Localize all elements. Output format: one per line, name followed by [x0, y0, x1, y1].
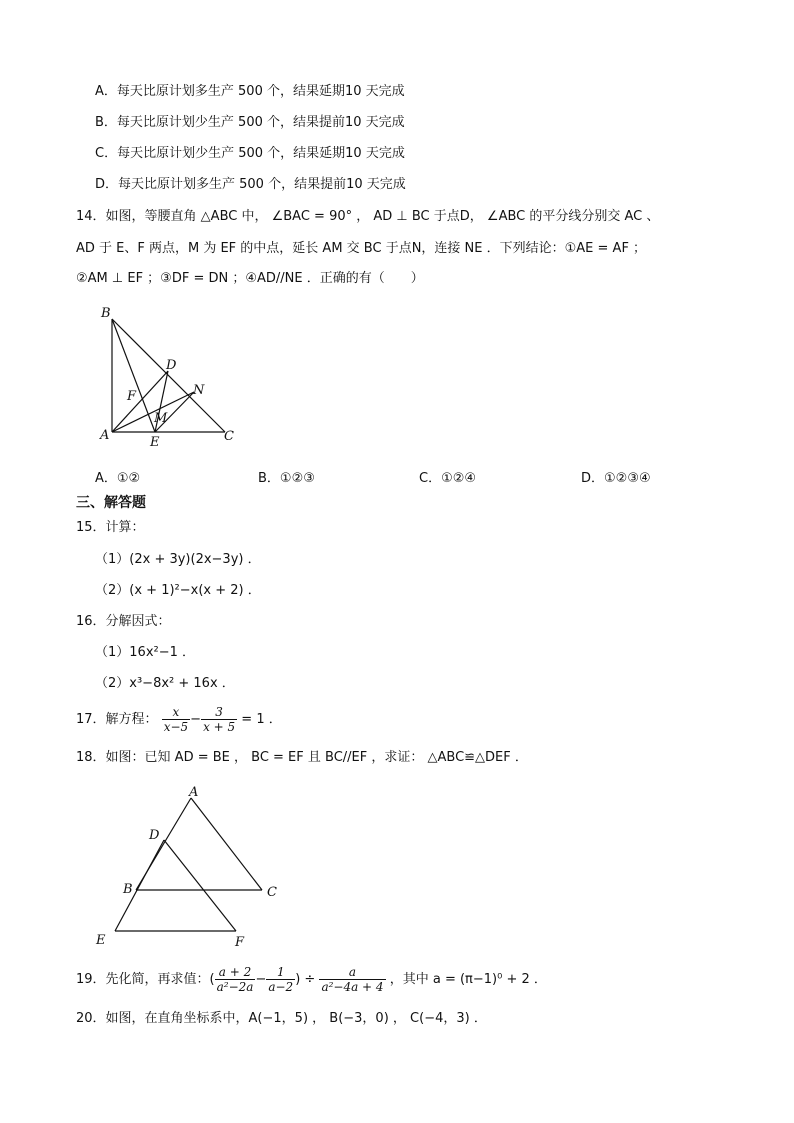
section-3-title: 三、解答题: [76, 495, 146, 511]
q15-part1: （1）(2x + 3y)(2x−3y) ．: [95, 552, 261, 567]
q14-label-m: M: [154, 411, 168, 426]
q14-option-c: C．①②④: [419, 471, 477, 486]
q18-label-a: A: [189, 785, 199, 800]
q13-option-a: A．每天比原计划多生产 500 个，结果延期10 天完成: [95, 84, 405, 99]
q14-label-e: E: [150, 435, 160, 450]
q16-part2: （2）x³−8x² + 16x ．: [95, 676, 235, 691]
q13-option-d: D．每天比原计划多生产 500 个，结果提前10 天完成: [95, 177, 406, 192]
q14-option-d: D．①②③④: [581, 471, 651, 486]
q14-stem-line1: 14．如图，等腰直角 △ABC 中， ∠BAC = 90° ， AD ⊥ BC 于点D， ∠ABC 的平分线分别交 AC 、: [76, 209, 660, 224]
q18-label-c: C: [267, 885, 277, 900]
q18-label-b: B: [123, 882, 133, 897]
q16-stem: 16．分解因式：: [76, 614, 171, 629]
q19-suffix: ，其中 a = (π−1)⁰ + 2 ．: [389, 972, 547, 987]
q14-label-f: F: [127, 389, 137, 404]
q18-triangles-figure: [90, 780, 290, 950]
q18-label-f: F: [235, 935, 245, 950]
q13-option-c: C．每天比原计划少生产 500 个，结果延期10 天完成: [95, 146, 405, 161]
q17-prefix: 17．解方程：: [76, 712, 158, 727]
q14-segment-be: [112, 319, 155, 432]
q19-divide: ) ÷: [295, 972, 316, 987]
q14-label-d: D: [166, 358, 177, 373]
q14-segment-bc: [112, 319, 225, 432]
q15-stem: 15．计算：: [76, 520, 145, 535]
q17-fraction-1: $\frac{x}{x-5}$: [163, 705, 189, 734]
q19-prefix: 19．先化简，再求值：(: [76, 972, 215, 987]
q19-fraction-1: $\frac{a + 2}{\text{a²−2a}}$: [216, 965, 254, 994]
q18-stem: 18．如图：已知 AD = BE ， BC = EF 且 BC//EF ，求证： △ABC≌△DEF ．: [76, 750, 528, 765]
q14-label-b: B: [101, 306, 111, 321]
q19-fraction-3: $\frac{a}{\text{a²−4a + 4}}$: [321, 965, 384, 994]
q14-option-a: A．①②: [95, 471, 141, 486]
q20-stem: 20．如图，在直角坐标系中，A(−1，5) ， B(−3，0) ， C(−4，3) ．: [76, 1011, 487, 1026]
q14-stem-line3: ②AM ⊥ EF ；③DF = DN ；④AD//NE ．正确的有（ ）: [76, 271, 424, 286]
q17-minus: −: [190, 712, 202, 727]
q13-option-b: B．每天比原计划少生产 500 个，结果提前10 天完成: [95, 115, 405, 130]
q18-label-e: E: [96, 933, 106, 948]
q19-fraction-2: $\frac{1}{a-2}$: [268, 965, 294, 994]
q18-segment-df: [164, 840, 236, 931]
q19-expression: [76, 962, 547, 998]
q14-label-c: C: [224, 429, 234, 444]
q14-label-n: N: [193, 383, 205, 398]
q18-segment-ac: [191, 798, 262, 890]
q16-part1: （1）16x²−1 ．: [95, 645, 196, 660]
q14-label-a: A: [100, 428, 110, 443]
q17-equation: [76, 702, 282, 738]
q14-stem-line2: AD 于 E、F 两点，M 为 EF 的中点，延长 AM 交 BC 于点N，连接 NE ．下列结论：①AE = AF ；: [76, 241, 647, 256]
q17-fraction-2: $\frac{3}{x + 5}$: [203, 705, 236, 734]
q17-suffix: = 1 ．: [241, 712, 282, 727]
q18-label-d: D: [149, 828, 160, 843]
q14-triangle-figure: [95, 300, 255, 450]
q19-minus: −: [255, 972, 267, 987]
q14-option-b: B．①②③: [258, 471, 315, 486]
q15-part2: （2）(x + 1)²−x(x + 2) ．: [95, 583, 261, 598]
